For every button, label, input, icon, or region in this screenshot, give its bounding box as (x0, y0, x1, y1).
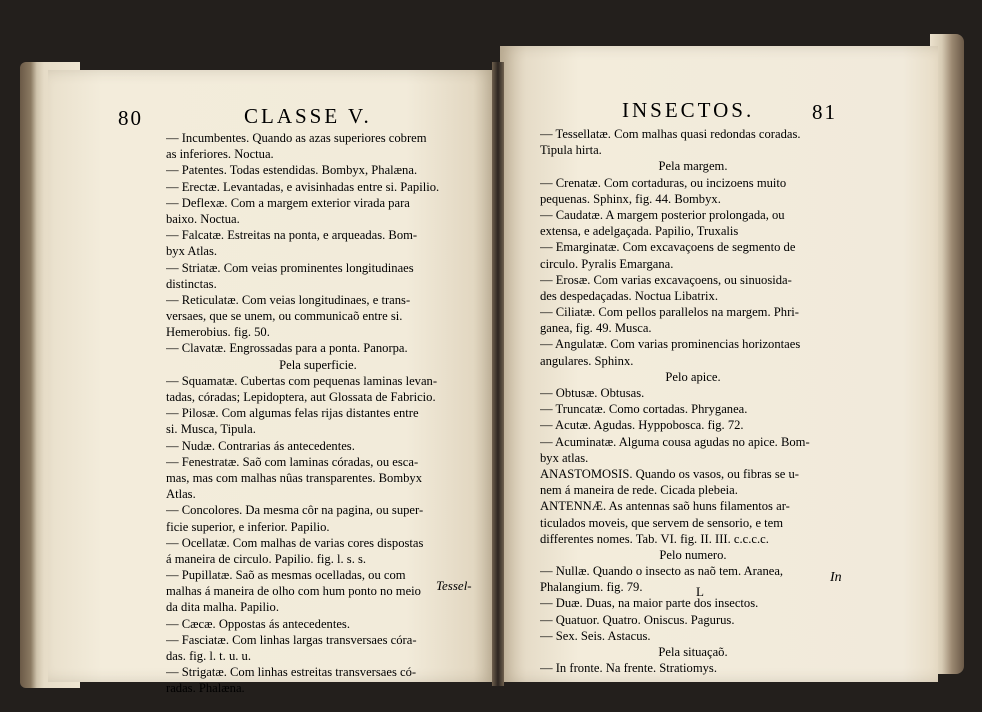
text-line: á maneira de circulo. Papilio. fig. l. s. s. (166, 551, 367, 566)
text-line: — Reticulatæ. Com veias longitudinaes, e trans- (166, 292, 411, 307)
right-page-number: 81 (812, 100, 837, 124)
text-line: — Quatuor. Quatro. Oniscus. Pagurus. (540, 612, 735, 627)
text-line: — Acutæ. Agudas. Hyppobosca. fig. 72. (540, 418, 744, 433)
text-line: — Ciliatæ. Com pellos parallelos na margem. Phri- (540, 305, 799, 320)
text-line: — Falcatæ. Estreitas na ponta, e arqueadas. Bom- (166, 228, 418, 243)
left-running-head: CLASSE V. (244, 104, 372, 128)
text-line: — Angulatæ. Com varias prominencias horizontaes (540, 337, 801, 352)
text-line: baixo. Noctua. (166, 211, 240, 226)
text-line: — Emarginatæ. Com excavaçoens de segmento de (540, 240, 796, 255)
text-line: — Strigatæ. Com linhas estreitas transversaes có- (166, 665, 417, 680)
text-line: Atlas. (166, 487, 196, 502)
text-line: — Patentes. Todas estendidas. Bombyx, Phalæna. (166, 163, 418, 178)
text-line: angulares. Sphinx. (540, 353, 634, 368)
text-line: circulo. Pyralis Emargana. (540, 256, 674, 271)
text-line: — Concolores. Da mesma côr na pagina, ou super- (166, 503, 424, 518)
text-line: radas. Phalæna. (166, 681, 245, 696)
text-line: — Truncatæ. Como cortadas. Phryganea. (540, 402, 748, 417)
text-line: ficie superior, e inferior. Papilio. (166, 519, 330, 534)
text-line: extensa, e adelgaçada. Papilio, Truxalis (540, 224, 739, 239)
section-heading: Pelo apice. (665, 369, 721, 384)
text-line: byx atlas. (540, 450, 589, 465)
section-heading: Pela superficie. (279, 357, 357, 372)
signature-mark: L (696, 584, 704, 599)
text-line: as inferiores. Noctua. (166, 147, 274, 162)
text-line: nem á maneira de rede. Cicada plebeia. (540, 483, 738, 498)
text-line: das. fig. l. t. u. u. (166, 649, 252, 663)
text-line: da dita malha. Papilio. (166, 600, 279, 615)
text-line: si. Musca, Tipula. (166, 422, 256, 437)
text-line: — Duæ. Duas, na maior parte dos insectos. (540, 596, 759, 611)
text-line: — Clavatæ. Engrossadas para a ponta. Panorpa. (166, 341, 408, 356)
text-line: — Incumbentes. Quando as azas superiores cobrem (166, 131, 427, 145)
text-line: — Fenestratæ. Saõ com laminas córadas, ou esca- (166, 454, 419, 469)
text-line: pequenas. Sphinx, fig. 44. Bombyx. (540, 191, 721, 206)
text-line: ANASTOMOSIS. Quando os vasos, ou fibras se u- (540, 466, 799, 481)
text-line: versaes, que se unem, ou communicaõ entre si. (166, 309, 403, 324)
text-line: — Cæcæ. Oppostas ás antecedentes. (166, 616, 350, 631)
text-line: byx Atlas. (166, 244, 218, 259)
text-line: — Erectæ. Levantadas, e avisinhadas entre si. Papilio. (166, 179, 440, 194)
text-line: — Pilosæ. Com algumas felas rijas distantes entre (166, 406, 419, 421)
text-line: — Deflexæ. Com a margem exterior virada para (166, 195, 410, 210)
text-line: mas, mas com malhas nûas transparentes. Bombyx (166, 470, 423, 485)
left-catchword: Tessel- (436, 578, 472, 593)
text-line: des despedaçadas. Noctua Libatrix. (540, 288, 718, 303)
text-line: ANTENNÆ. As antennas saõ huns filamentos ar- (540, 499, 790, 514)
text-line: — Ocellatæ. Com malhas de varias cores dispostas (166, 535, 424, 550)
text-line: — Pupillatæ. Saõ as mesmas ocelladas, ou com (166, 568, 406, 583)
text-line: Hemerobius. fig. 50. (166, 325, 270, 340)
text-line: — Squamatæ. Cubertas com pequenas laminas levan- (166, 373, 438, 388)
text-line: differentes nomes. Tab. VI. fig. II. III. c.c.c.c. (540, 531, 769, 546)
right-catchword: In (830, 570, 842, 585)
text-line: Tipula hirta. (540, 143, 602, 158)
text-line: — Crenatæ. Com cortaduras, ou incizoens muito (540, 175, 787, 190)
text-line: tadas, córadas; Lepidoptera, aut Glossata de Fabricio. (166, 390, 436, 404)
text-line: — Erosæ. Com varias excavaçoens, ou sinuosida- (540, 272, 792, 287)
text-line: ticulados moveis, que servem de sensorio, e tem (540, 515, 784, 530)
right-page-text (540, 126, 846, 676)
left-page-text (166, 130, 470, 697)
text-line: — Nudæ. Contrarias ás antecedentes. (166, 438, 355, 453)
text-line: — Caudatæ. A margem posterior prolongada, ou (540, 207, 785, 222)
text-line: — Tessellatæ. Com malhas quasi redondas coradas. (540, 127, 801, 141)
right-running-head: INSECTOS. (622, 98, 755, 122)
text-line: — Fasciatæ. Com linhas largas transversaes córa- (166, 632, 417, 647)
text-line: — Striatæ. Com veias prominentes longitudinaes (166, 260, 414, 275)
text-line: — Nullæ. Quando o insecto as naõ tem. Aranea, (540, 564, 784, 579)
book-gutter (492, 62, 504, 686)
section-heading: Pelo numero. (659, 547, 727, 562)
text-line: — In fronte. Na frente. Stratiomys. (540, 661, 717, 676)
text-line: ganea, fig. 49. Musca. (540, 321, 652, 336)
left-page-number: 80 (118, 106, 143, 130)
text-line: — Acuminatæ. Alguma cousa agudas no apice. Bom- (540, 434, 810, 449)
section-heading: Pela margem. (658, 159, 728, 174)
text-line: distinctas. (166, 276, 217, 291)
section-heading: Pela situaçaõ. (658, 645, 728, 659)
text-line: — Sex. Seis. Astacus. (540, 628, 651, 643)
text-line: malhas á maneira de olho com hum ponto no meio (166, 584, 421, 599)
text-line: — Obtusæ. Obtusas. (540, 386, 645, 400)
text-line: Phalangium. fig. 79. (540, 580, 643, 595)
